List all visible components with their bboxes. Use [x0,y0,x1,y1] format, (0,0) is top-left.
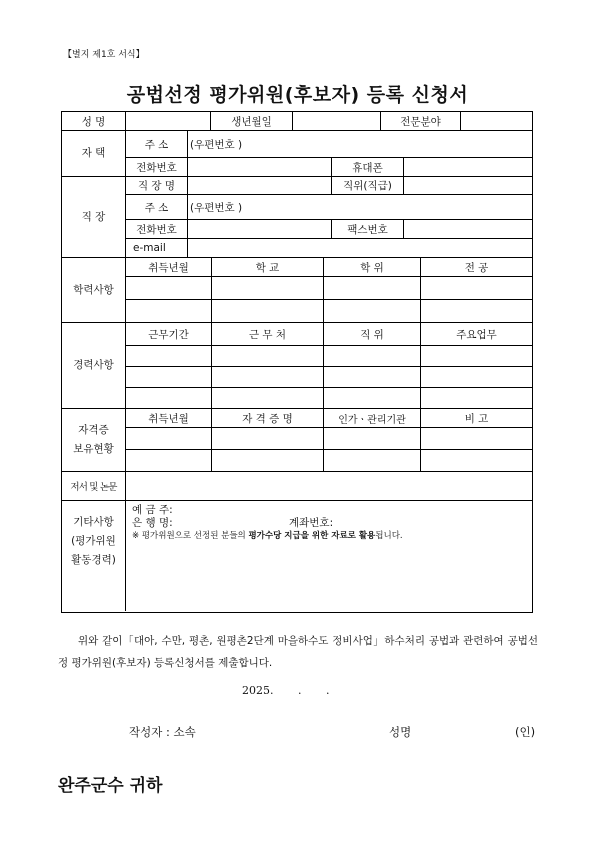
career-cell[interactable] [324,367,421,388]
other-label [62,501,126,611]
edu-header-major: 전 공 [421,258,532,277]
field-label: 전문분야 [381,112,461,131]
fax-label: 팩스번호 [332,220,404,239]
career-header-period: 근무기간 [126,323,212,346]
name-field[interactable] [126,112,211,131]
cert-header-remarks: 비 고 [421,409,532,428]
cert-cell[interactable] [126,428,212,450]
work-label: 직 장 [62,177,126,258]
application-form [61,111,533,613]
cert-cell[interactable] [126,450,212,472]
career-cell[interactable] [212,367,324,388]
addressee: 완주군수 귀하 [58,776,163,796]
workplace-label: 직 장 명 [126,177,188,195]
home-label: 자 택 [62,131,126,177]
career-cell[interactable] [421,346,532,367]
career-cell[interactable] [212,346,324,367]
edu-cell[interactable] [212,300,324,323]
career-cell[interactable] [421,388,532,409]
position-grade-label: 직위(직급) [332,177,404,195]
certificate-label-line2: 보유현황 [73,443,114,455]
edu-header-school: 학 교 [212,258,324,277]
cert-cell[interactable] [324,428,421,450]
cert-header-date: 취득년월 [126,409,212,428]
writer-affiliation: 작성자 : 소속 [129,725,196,739]
edu-cell[interactable] [421,300,532,323]
other-info-area[interactable] [126,501,533,613]
career-cell[interactable] [212,388,324,409]
home-phone-label: 전화번호 [126,158,188,177]
email-field[interactable] [188,239,532,258]
edu-header-degree: 학 위 [324,258,421,277]
work-zip-hint: (우편번호 ) [190,201,243,214]
edu-cell[interactable] [324,300,421,323]
home-phone-field[interactable] [188,158,332,177]
fax-field[interactable] [404,220,532,239]
career-header-position: 직 위 [324,323,421,346]
work-address-label: 주 소 [126,195,188,220]
mobile-label: 휴대폰 [332,158,404,177]
other-label-line1: 기타사항 [73,516,114,528]
career-cell[interactable] [126,367,212,388]
other-label-line3: 활동경력) [71,554,116,566]
submission-date: 2025. . . [242,684,330,697]
career-cell[interactable] [126,388,212,409]
cert-cell[interactable] [421,428,532,450]
position-grade-field[interactable] [404,177,532,195]
home-zip-hint: (우편번호 ) [190,138,243,151]
bank-label: 은 행 명: [132,517,173,529]
email-label: e-mail [126,239,188,258]
mobile-field[interactable] [404,158,532,177]
career-cell[interactable] [126,346,212,367]
writer-name-label: 성명 [389,725,412,739]
edu-header-date: 취득년월 [126,258,212,277]
note-bold: 평가수당 지급을 위한 자료로 활용 [248,531,376,541]
cert-cell[interactable] [212,450,324,472]
page-title: 공법선정 평가위원(후보자) 등록 신청서 [126,84,469,106]
edu-cell[interactable] [324,277,421,300]
note-post: 됩니다. [375,531,403,541]
other-label-line2: (평가위원 [71,535,116,547]
papers-field[interactable] [126,472,532,501]
career-label: 경력사항 [62,323,126,409]
home-address-field[interactable] [188,131,532,158]
cert-cell[interactable] [212,428,324,450]
edu-cell[interactable] [421,277,532,300]
career-cell[interactable] [324,388,421,409]
note-pre: ※ 평가위원으로 선정된 분들의 [132,531,249,541]
birth-field[interactable] [293,112,381,131]
seal-mark: (인) [515,725,536,739]
declaration-text: 위와 같이「대아, 수만, 평촌, 원평촌2단계 마을하수도 정비사업」하수처리 공법과 관련하여 공법선정 평가위원(후보자) 등록신청서를 제출합니다. [58,635,538,669]
birth-label: 생년월일 [211,112,293,131]
cert-header-name: 자 격 증 명 [212,409,324,428]
payment-note [132,530,527,543]
edu-cell[interactable] [126,300,212,323]
papers-label: 저서 및 논문 [62,472,126,501]
cert-cell[interactable] [421,450,532,472]
work-phone-label: 전화번호 [126,220,188,239]
career-header-workplace: 근 무 처 [212,323,324,346]
account-label: 계좌번호: [289,517,334,529]
work-address-field[interactable] [188,195,532,220]
cert-cell[interactable] [324,450,421,472]
career-header-duty: 주요업무 [421,323,532,346]
name-label: 성 명 [62,112,126,131]
certificate-label-line1: 자격증 [78,424,109,436]
workplace-field[interactable] [188,177,332,195]
work-phone-field[interactable] [188,220,332,239]
cert-header-agency: 인가ㆍ관리기관 [324,409,421,428]
education-label: 학력사항 [62,258,126,323]
depositor-line: 예 금 주: [132,504,173,516]
home-address-label: 주 소 [126,131,188,158]
certificate-label [62,409,126,472]
annex-label: 【별지 제1호 서식】 [63,50,145,60]
edu-cell[interactable] [126,277,212,300]
bank-line [132,517,527,530]
edu-cell[interactable] [212,277,324,300]
career-cell[interactable] [421,367,532,388]
career-cell[interactable] [324,346,421,367]
field-value[interactable] [461,112,532,131]
